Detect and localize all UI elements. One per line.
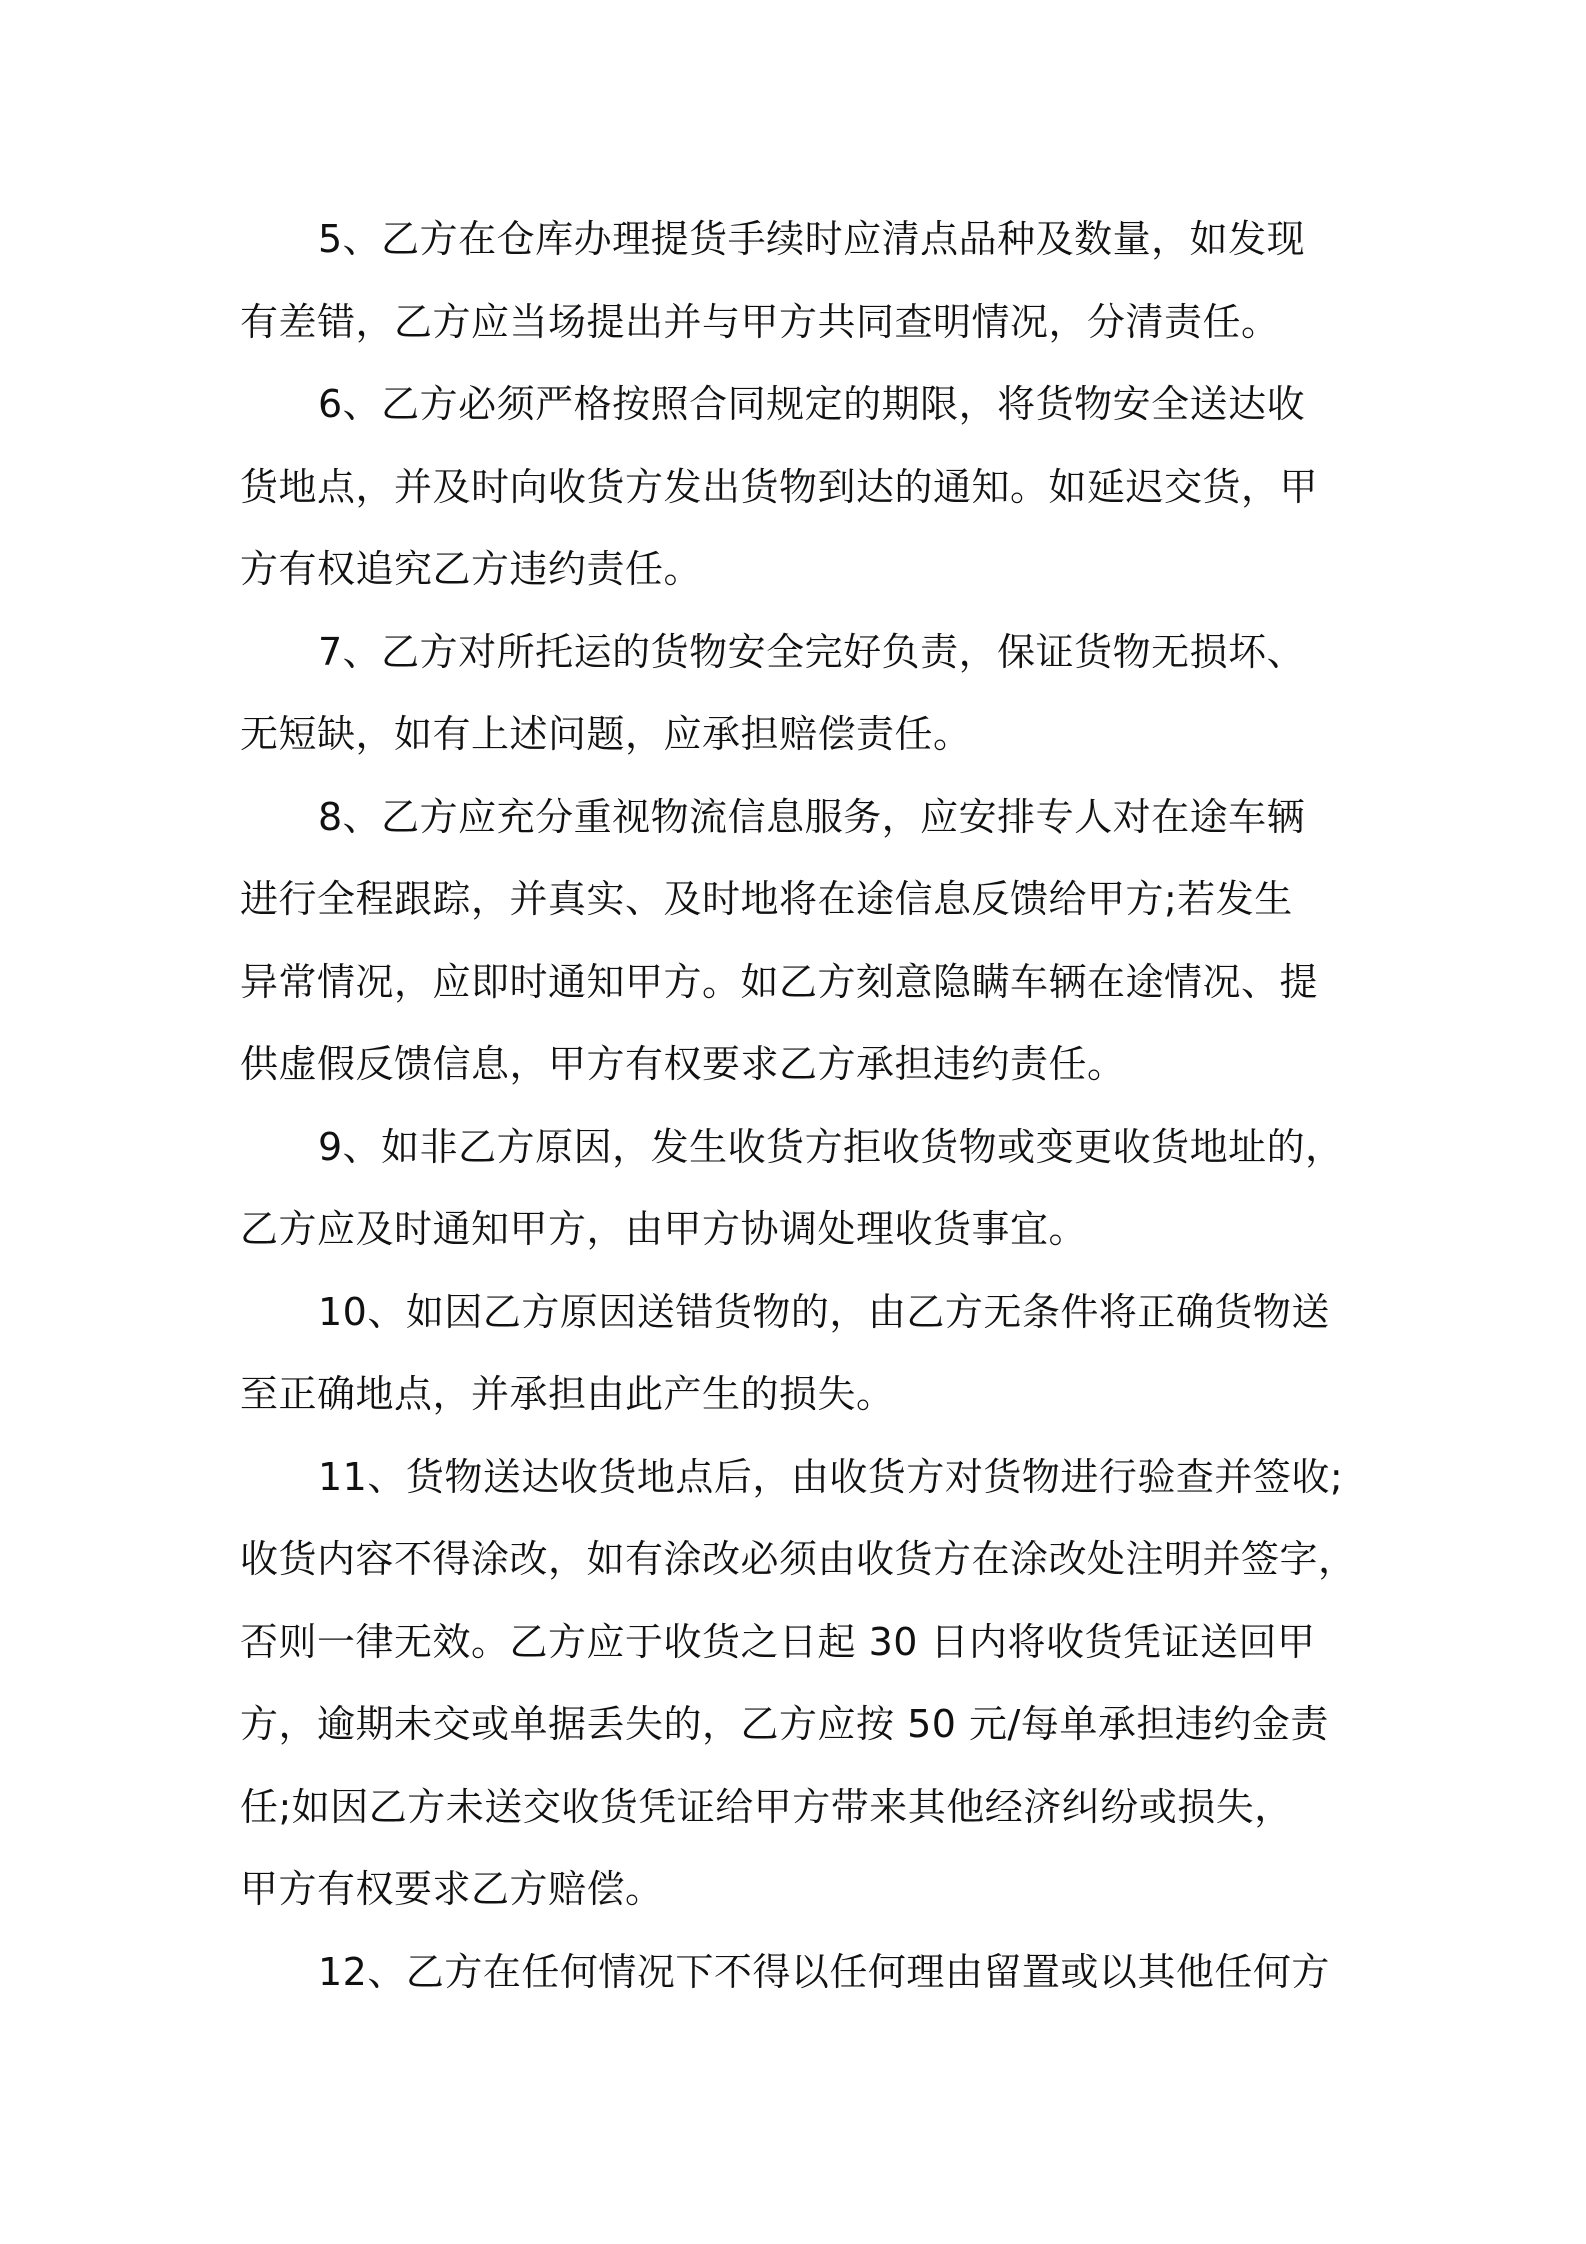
clause-9-paragraph <box>240 1106 1360 1271</box>
paragraph-line: 至正确地点，并承担由此产生的损失。 <box>240 1372 895 1416</box>
clause-8-paragraph <box>240 776 1360 1106</box>
paragraph-line: 任;如因乙方未送交收货凭证给甲方带来其他经济纠纷或损失， <box>240 1784 1293 1829</box>
paragraph-line: 10、如因乙方原因送错货物的，由乙方无条件将正确货物送 <box>318 1289 1330 1334</box>
paragraph-line: 7、乙方对所托运的货物安全完好负责，保证货物无损坏、 <box>318 629 1306 674</box>
clause-5-paragraph <box>240 198 1360 363</box>
paragraph-line: 方有权追究乙方违约责任。 <box>240 547 703 591</box>
paragraph-line: 8、乙方应充分重视物流信息服务，应安排专人对在途车辆 <box>318 794 1306 839</box>
paragraph-line: 9、如非乙方原因，发生收货方拒收货物或变更收货地址的， <box>318 1124 1344 1169</box>
paragraph-line: 甲方有权要求乙方赔偿。 <box>240 1867 664 1911</box>
clause-11-paragraph <box>240 1436 1360 1931</box>
paragraph-line: 11、货物送达收货地点后，由收货方对货物进行验查并签收; <box>318 1454 1344 1499</box>
paragraph-line: 进行全程跟踪，并真实、及时地将在途信息反馈给甲方;若发生 <box>240 877 1293 921</box>
clause-10-paragraph <box>240 1271 1360 1436</box>
paragraph-line: 无短缺，如有上述问题，应承担赔偿责任。 <box>240 712 972 756</box>
paragraph-line: 供虚假反馈信息，甲方有权要求乙方承担违约责任。 <box>240 1042 1126 1086</box>
paragraph-line: 货地点，并及时向收货方发出货物到达的通知。如延迟交货，甲 <box>240 464 1319 509</box>
paragraph-line: 异常情况，应即时通知甲方。如乙方刻意隐瞒车辆在途情况、提 <box>240 959 1319 1004</box>
paragraph-line: 6、乙方必须严格按照合同规定的期限，将货物安全送达收 <box>318 382 1306 426</box>
paragraph-line: 否则一律无效。乙方应于收货之日起 30 日内将收货凭证送回甲 <box>240 1619 1316 1664</box>
contract-text <box>240 198 1360 2013</box>
paragraph-line: 收货内容不得涂改，如有涂改必须由收货方在涂改处注明并签字， <box>240 1537 1357 1581</box>
paragraph-line: 乙方应及时通知甲方，由甲方协调处理收货事宜。 <box>240 1207 1088 1251</box>
paragraph-line: 有差错，乙方应当场提出并与甲方共同查明情况，分清责任。 <box>240 299 1280 344</box>
clause-12-paragraph <box>240 1931 1360 2014</box>
paragraph-line: 5、乙方在仓库办理提货手续时应清点品种及数量，如发现 <box>318 217 1306 261</box>
clause-6-paragraph <box>240 363 1360 611</box>
paragraph-line: 方，逾期未交或单据丢失的，乙方应按 50 元/每单承担违约金责 <box>240 1702 1329 1746</box>
clause-7-paragraph <box>240 611 1360 776</box>
paragraph-line: 12、乙方在任何情况下不得以任何理由留置或以其他任何方 <box>318 1949 1330 1994</box>
